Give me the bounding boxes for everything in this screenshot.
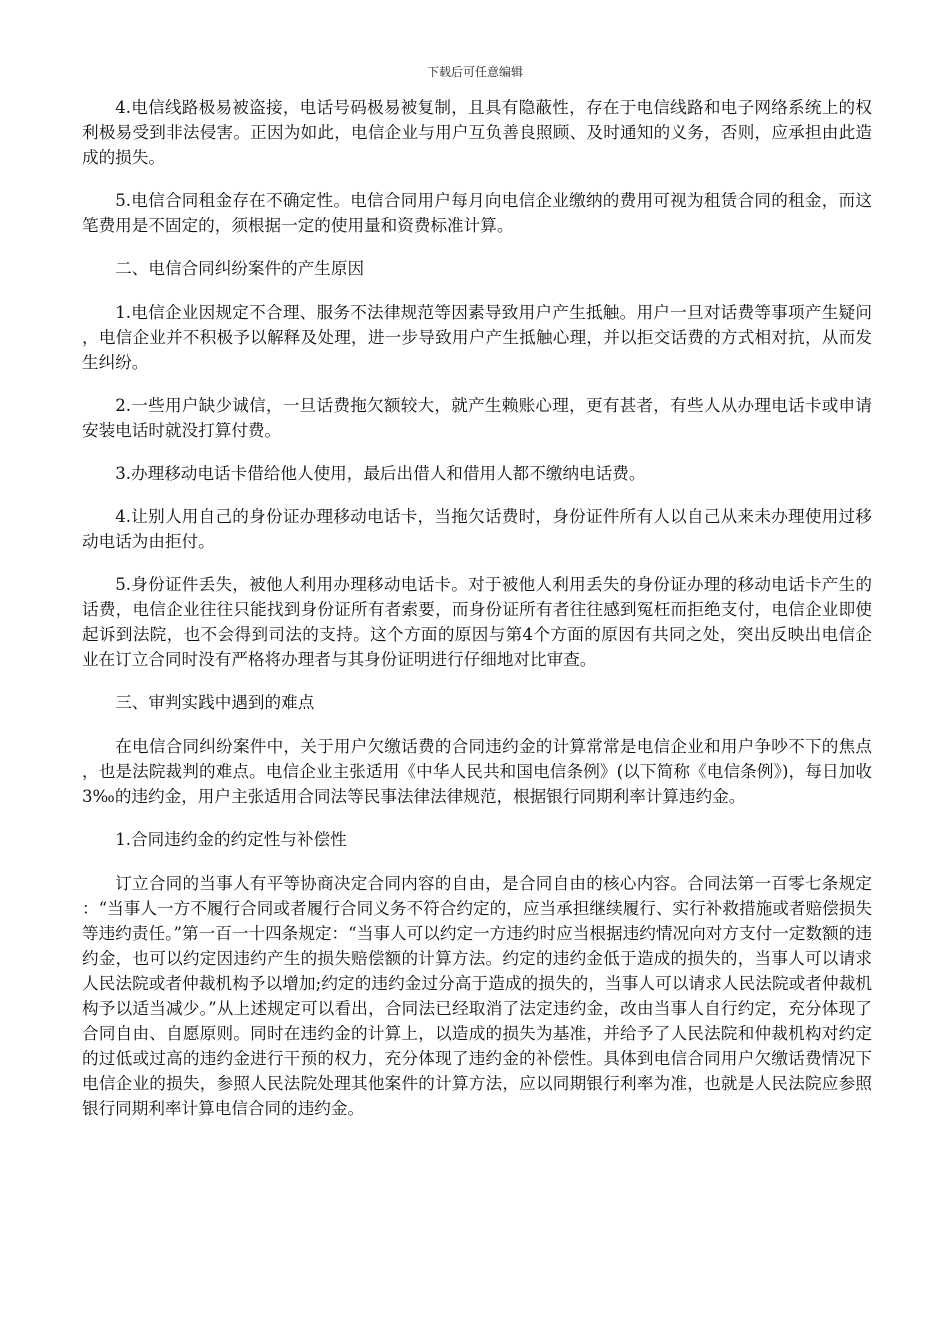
paragraph-cause-3: 3.办理移动电话卡借给他人使用，最后出借人和借用人都不缴纳电话费。 — [115, 464, 646, 483]
paragraph-cause-2: 2.一些用户缺少诚信，一旦话费拖欠额较大，就产生赖账心理，更有甚者，有些人从办理电话卡或申请安装电话时就没打算付费。 — [82, 396, 872, 440]
paragraph-difficulty-intro: 在电信合同纠纷案件中，关于用户欠缴话费的合同违约金的计算常常是电信企业和用户争吵不下的焦点，也是法院裁判的难点。电信企业主张适用《中华人民共和国电信条例》(以下简称《电信条例》)，每日加收3‰的违约金，用户主张适用合同法等民事法律法律规范，根据银行同期利率计算违约金。 — [82, 737, 872, 806]
subheading-penalty-nature: 1.合同违约金的约定性与补偿性 — [115, 830, 347, 849]
paragraph-cause-1: 1.电信企业因规定不合理、服务不法律规范等因素导致用户产生抵触。用户一旦对话费等事项产生疑问，电信企业并不积极予以解释及处理，进一步导致用户产生抵触心理，并以拒交话费的方式相对抗，从而发生纠纷。 — [82, 303, 872, 372]
paragraph-telecom-line-risk: 4.电信线路极易被盗接，电话号码极易被复制，且具有隐蔽性，存在于电信线路和电子网络系统上的权利极易受到非法侵害。正因为如此，电信企业与用户互负善良照顾、及时通知的义务，否则，应承担由此造成的损失。 — [82, 98, 872, 167]
page-header: 下载后可任意编辑 — [426, 65, 523, 79]
document-body — [82, 95, 872, 1139]
section-heading-causes: 二、电信合同纠纷案件的产生原因 — [115, 259, 365, 278]
paragraph-cause-4: 4.让别人用自己的身份证办理移动电话卡，当拖欠话费时，身份证件所有人以自己从来未办理使用过移动电话为由拒付。 — [82, 507, 872, 551]
paragraph-rent-uncertainty: 5.电信合同租金存在不确定性。电信合同用户每月向电信企业缴纳的费用可视为租赁合同的租金，而这笔费用是不固定的，须根据一定的使用量和资费标准计算。 — [82, 191, 872, 235]
paragraph-cause-5: 5.身份证件丢失，被他人利用办理移动电话卡。对于被他人利用丢失的身份证办理的移动电话卡产生的话费，电信企业往往只能找到身份证所有者索要，而身份证所有者往往感到冤枉而拒绝支付，电信企业即使起诉到法院，也不会得到司法的支持。这个方面的原因与第4个方面的原因有共同之处，突出反映出电信企业在订立合同时没有严格将办理者与其身份证明进行仔细地对比审查。 — [82, 575, 872, 669]
paragraph-contract-freedom: 订立合同的当事人有平等协商决定合同内容的自由，是合同自由的核心内容。合同法第一百零七条规定：“当事人一方不履行合同或者履行合同义务不符合约定的，应当承担继续履行、实行补救措施或者赔偿损失等违约责任。”第一百一十四条规定：“当事人可以约定一方违约时应当根据违约情况向对方支付一定数额的违约金，也可以约定因违约产生的损失赔偿额的计算方法。约定的违约金低于造成的损失的，当事人可以请求人民法院或者仲裁机构予以增加;约定的违约金过分高于造成的损失的，当事人可以请求人民法院或者仲裁机构予以适当减少。”从上述规定可以看出，合同法已经取消了法定违约金，改由当事人自行约定，充分体现了合同自由、自愿原则。同时在违约金的计算上，以造成的损失为基准，并给予了人民法院和仲裁机构对约定的过低或过高的违约金进行干预的权力，充分体现了违约金的补偿性。具体到电信合同用户欠缴话费情况下电信企业的损失，参照人民法院处理其他案件的计算方法，应以同期银行利率为准，也就是人民法院应参照银行同期利率计算电信合同的违约金。 — [82, 874, 872, 1118]
section-heading-difficulties: 三、审判实践中遇到的难点 — [115, 693, 315, 712]
